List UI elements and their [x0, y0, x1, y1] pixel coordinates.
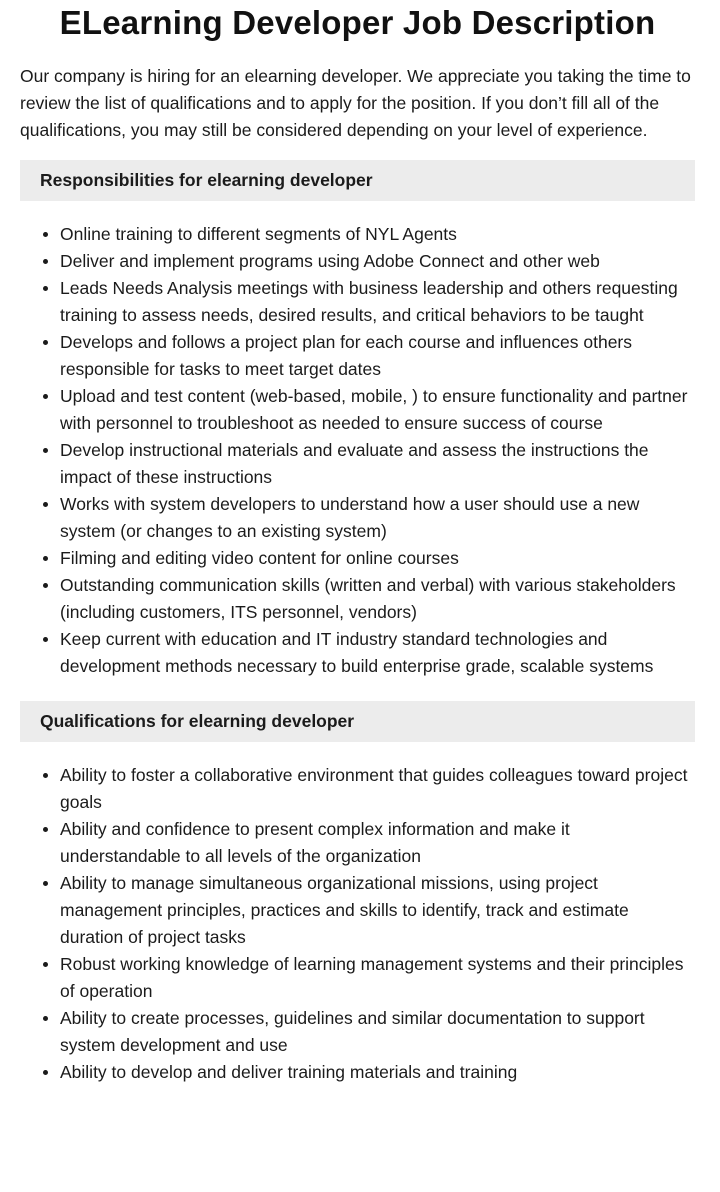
list-item: Ability and confidence to present complex information and make it understandable to all levels of the organization	[60, 816, 695, 870]
qualifications-header: Qualifications for elearning developer	[20, 701, 695, 742]
list-item: Robust working knowledge of learning management systems and their principles of operation	[60, 951, 695, 1005]
list-item: Outstanding communication skills (written and verbal) with various stakeholders (including customers, ITS personnel, vendors)	[60, 572, 695, 626]
list-item: Ability to create processes, guidelines and similar documentation to support system development and use	[60, 1005, 695, 1059]
list-item: Ability to manage simultaneous organizational missions, using project management principles, practices and skills to identify, track and estimate duration of project tasks	[60, 870, 695, 951]
list-item: Deliver and implement programs using Adobe Connect and other web	[60, 248, 695, 275]
list-item: Filming and editing video content for online courses	[60, 545, 695, 572]
list-item: Ability to develop and deliver training materials and training	[60, 1059, 695, 1086]
qualifications-list	[20, 762, 695, 1086]
list-item: Develop instructional materials and evaluate and assess the instructions the impact of these instructions	[60, 437, 695, 491]
list-item: Develops and follows a project plan for each course and influences others responsible for tasks to meet target dates	[60, 329, 695, 383]
list-item: Ability to foster a collaborative environment that guides colleagues toward project goals	[60, 762, 695, 816]
page-title: ELearning Developer Job Description	[59, 4, 656, 41]
intro-paragraph: Our company is hiring for an elearning developer. We appreciate you taking the time to review the list of qualifications and to apply for the position. If you don’t fill all of the qualifications, you may still be considered depending on your level of experience.	[20, 66, 691, 140]
list-item: Works with system developers to understand how a user should use a new system (or changes to an existing system)	[60, 491, 695, 545]
list-item: Upload and test content (web-based, mobile, ) to ensure functionality and partner with personnel to troubleshoot as needed to ensure success of course	[60, 383, 695, 437]
responsibilities-header: Responsibilities for elearning developer	[20, 160, 695, 201]
list-item: Online training to different segments of NYL Agents	[60, 221, 695, 248]
responsibilities-list	[20, 221, 695, 680]
list-item: Keep current with education and IT industry standard technologies and development methods necessary to build enterprise grade, scalable systems	[60, 626, 695, 680]
list-item: Leads Needs Analysis meetings with business leadership and others requesting training to assess needs, desired results, and critical behaviors to be taught	[60, 275, 695, 329]
